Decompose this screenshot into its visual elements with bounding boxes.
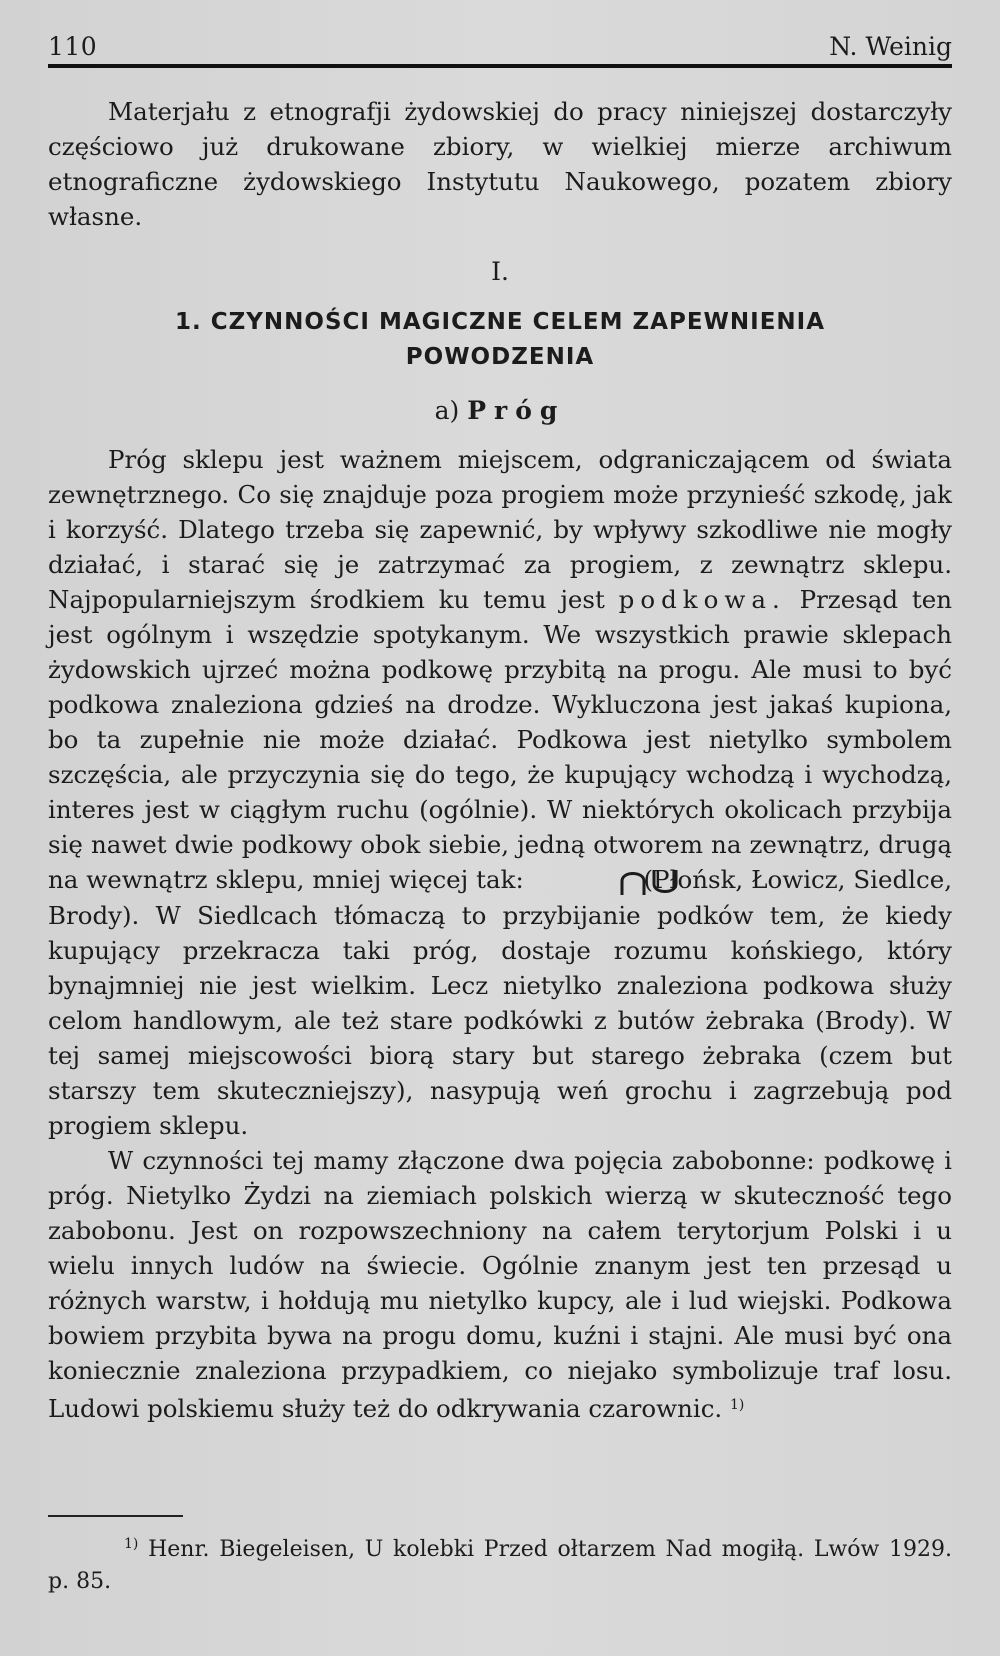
running-head: N. Weinig — [829, 32, 952, 61]
subsection-title: Próg — [467, 396, 566, 425]
section-title — [48, 305, 952, 375]
horseshoes-illustration — [532, 866, 636, 898]
paragraph-prog-part-a: Próg sklepu jest ważnem miejscem, odgraniczającem od świata zewnętrznego. Co się znajduje poza progiem może przynieść szkodę, jak i korzyść. Dlatego trzeba się zapewnić, by wpływy szkodliwe nie mogły działać, i starać się je zatrzymać za progiem, z zewnątrz sklepu. Najpopularniejszym środkiem ku temu jest — [48, 445, 952, 614]
footnote-text: Henr. Biegeleisen, U kolebki Przed ołtarzem Nad mogiłą. Lwów 1929. p. 85. — [48, 1537, 953, 1594]
paragraph-zabobon-text: W czynności tej mamy złączone dwa pojęcia zabobonne: podkowę i próg. Nietylko Żydzi na ziemiach polskich wierzą w skuteczność tego zabobonu. Jest on rozpowszechniony na całem terytorjum Polski i u wielu innych ludów na świecie. Ogólnie znanym jest ten przesąd u różnych warstw, i hołdują mu nietylko kupcy, ale i lud wiejski. Podkowa bowiem przybita bywa na progu domu, kuźni i stajni. Ale musi być ona koniecznie znaleziona przypadkiem, co niejako symbolizuje traf losu. Ludowi polskiemu służy też do odkrywania czarownic. — [48, 1145, 952, 1423]
paragraph-prog — [48, 442, 952, 1143]
emphasized-podkowa: podkowa. — [618, 585, 786, 614]
paragraph-zabobon — [48, 1143, 952, 1426]
section-title-line2: POWODZENIA — [405, 344, 595, 370]
paragraph-prog-part-b: Przesąd ten jest ogólnym i wszędzie spotykanym. We wszystkich prawie sklepach żydowskich ujrzeć można podkowę przybitą na progu. Ale musi to być podkowa znaleziona gdzieś na drodze. Wykluczona jest jakaś kupiona, bo ta zupełnie nie może działać. Podkowa jest nietylko symbolem szczęścia, ale przyczynia się do tego, że kupujący wchodzą i wychodzą, interes jest w ciągłym ruchu (ogólnie). W niektórych okolicach przybija się nawet dwie podkowy obok siebie, jedną otworem na zewnątrz, drugą na wewnątrz sklepu, mniej więcej tak: — [48, 585, 952, 894]
page-number: 110 — [48, 32, 98, 61]
footnote-marker: 1) — [124, 1536, 139, 1552]
section-title-line1: 1. CZYNNOŚCI MAGICZNE CELEM ZAPEWNIENIA — [174, 309, 826, 335]
header-rule — [48, 64, 952, 68]
page-header — [48, 28, 952, 68]
page-body — [48, 94, 952, 1426]
subsection-prefix: a) — [434, 396, 460, 425]
footnote-rule — [48, 1515, 183, 1517]
horseshoe-icon-open-down — [622, 873, 644, 895]
footnote — [48, 1528, 952, 1598]
intro-paragraph: Materjału z etnografji żydowskiej do pracy niniejszej dostarczyły częściowo już drukowane zbiory, w wielkiej mierze archiwum etnograficzne żydowskiego Instytutu Naukowego, pozatem zbiory własne. — [48, 97, 952, 231]
part-numeral: I. — [491, 257, 509, 286]
subsection-heading — [48, 393, 952, 428]
footnote-reference: 1) — [730, 1396, 745, 1413]
paragraph-prog-part-c: (Płońsk, Łowicz, Siedlce, Brody). W Siedlcach tłómaczą to przybijanie podków tem, że kiedy kupujący przekracza taki próg, dostaje rozumu końskiego, który bynajmniej nie jest wielkim. Lecz nietylko znaleziona podkowa służy celom handlowym, ale też stare podkówki z butów żebraka (Brody). W tej samej miejscowości biorą stary but starego żebraka (czem but starszy tem skuteczniejszy), nasypują weń grochu i zagrzebują pod progiem sklepu. — [48, 865, 952, 1140]
